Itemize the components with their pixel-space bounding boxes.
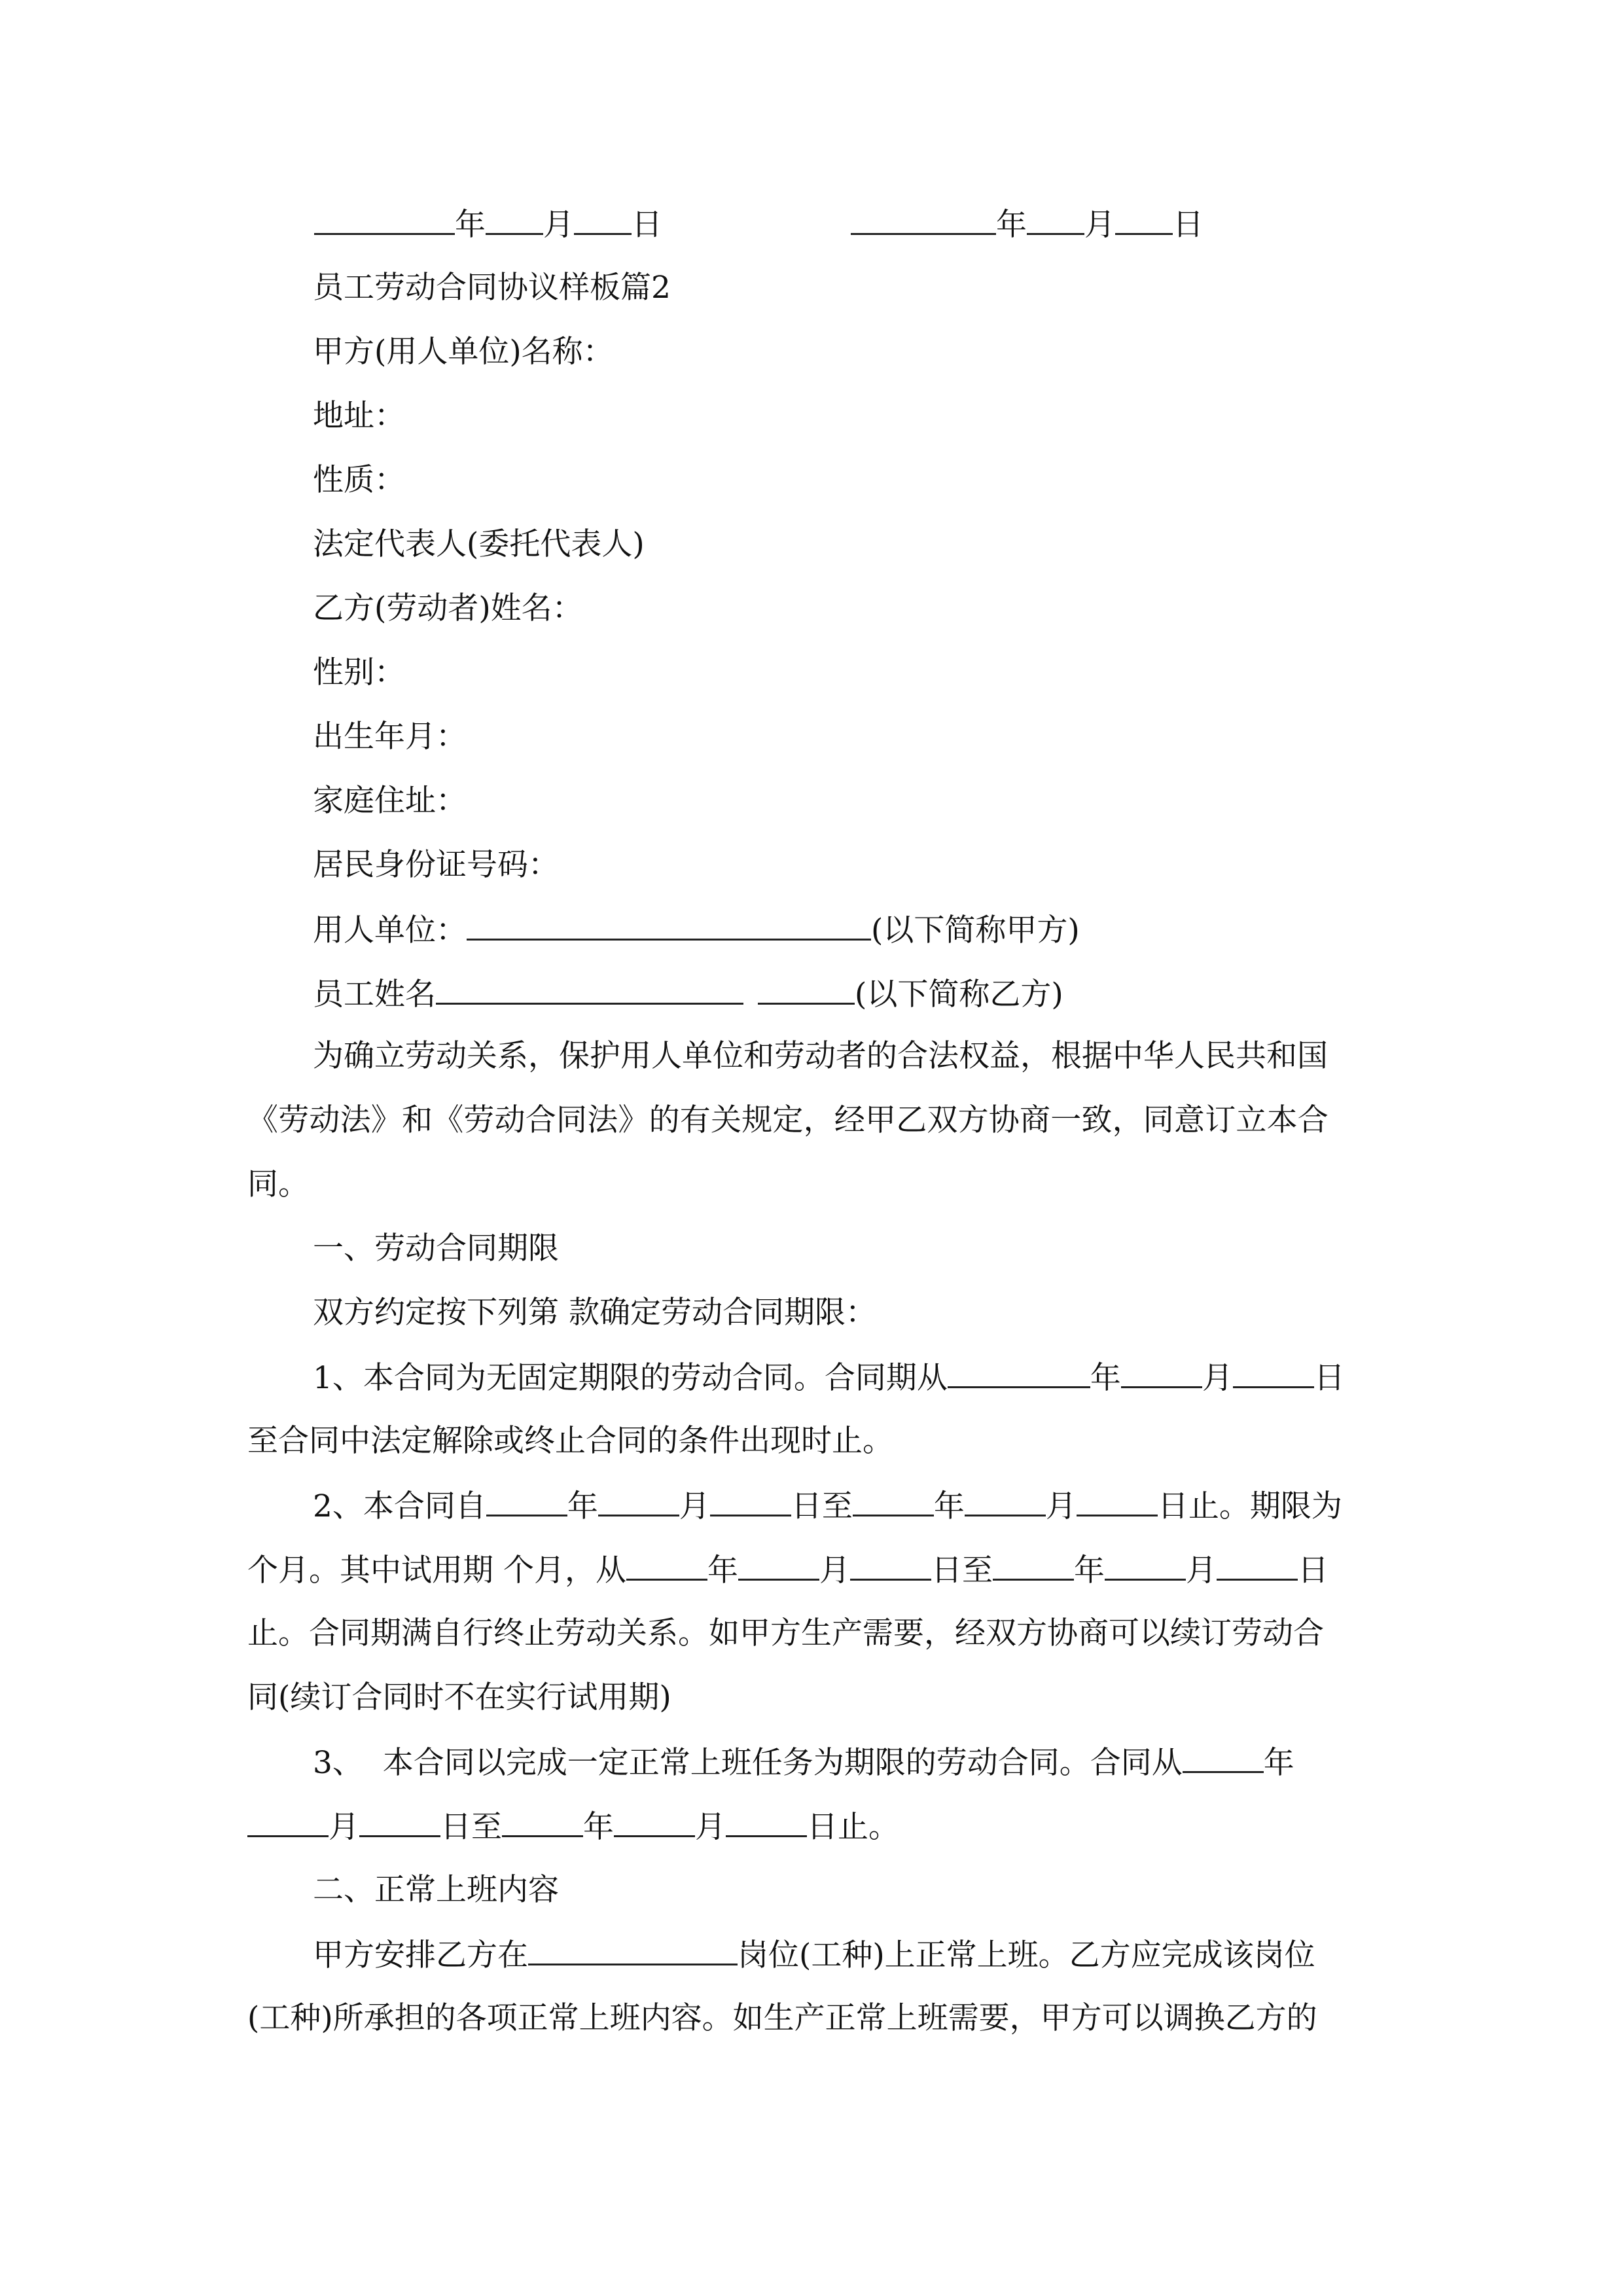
blank xyxy=(965,1486,1046,1516)
blank xyxy=(598,1486,679,1516)
section2-text: 甲方安排乙方在 xyxy=(313,1937,528,1973)
blank xyxy=(1115,204,1173,235)
month-label: 月 xyxy=(1045,1488,1077,1524)
year-label: 年 xyxy=(933,1488,965,1524)
blank xyxy=(853,1486,934,1516)
blank xyxy=(1217,1550,1298,1581)
month-label: 月 xyxy=(1202,1360,1233,1396)
party-b-gender: 性别： xyxy=(313,655,405,691)
blank xyxy=(614,1806,695,1837)
month-label: 月 xyxy=(543,207,574,243)
employer-label: 用人单位： xyxy=(313,912,467,948)
employer-suffix: (以下简称甲方) xyxy=(871,912,1080,948)
year-label: 年 xyxy=(455,207,486,243)
month-label: 月 xyxy=(695,1809,726,1845)
blank xyxy=(1077,1486,1158,1516)
post-blank xyxy=(528,1935,738,1965)
blank xyxy=(710,1486,791,1516)
item2-text: 2、本合同自 xyxy=(313,1488,486,1524)
blank xyxy=(1233,1357,1314,1388)
employer-blank xyxy=(467,910,871,941)
section1-heading: 一、劳动合同期限 xyxy=(313,1230,559,1266)
party-b-birth: 出生年月： xyxy=(313,719,467,755)
day-label: 日 xyxy=(632,207,662,243)
intro-line-2: 《劳动法》和《劳动合同法》的有关规定，经甲乙双方协商一致，同意订立本合 xyxy=(247,1102,1329,1138)
day-to-label: 日至 xyxy=(440,1809,502,1845)
year-label: 年 xyxy=(1090,1360,1121,1396)
intro-line-3: 同。 xyxy=(247,1166,309,1202)
section2-line-2: (工种)所承担的各项正常上班内容。如生产正常上班需要，甲方可以调换乙方的 xyxy=(247,2000,1317,2036)
party-b-name: 乙方(劳动者)姓名： xyxy=(313,590,583,626)
party-a-name: 甲方(用人单位)名称： xyxy=(313,334,614,370)
blank xyxy=(502,1806,583,1837)
document-title: 员工劳动合同协议样板篇2 xyxy=(313,270,671,306)
year-label: 年 xyxy=(707,1552,738,1588)
blank xyxy=(486,204,543,235)
date-line-right xyxy=(851,204,1204,245)
employee-label: 员工姓名 xyxy=(313,977,436,1013)
item1-text: 1、本合同为无固定期限的劳动合同。合同期从 xyxy=(313,1360,948,1396)
month-label: 月 xyxy=(819,1552,850,1588)
employee-line xyxy=(313,974,1063,1014)
blank xyxy=(1121,1357,1202,1388)
blank xyxy=(574,204,632,235)
blank xyxy=(726,1806,807,1837)
month-label: 月 xyxy=(1084,207,1115,243)
blank xyxy=(626,1550,707,1581)
employee-blank-2 xyxy=(758,974,855,1005)
intro-text: 为确立劳动关系，保护用人单位和劳动者的合法权益，根据中华人民共和国 xyxy=(313,1038,1328,1074)
blank xyxy=(851,204,996,235)
party-b-id: 居民身份证号码： xyxy=(313,847,559,883)
employee-blank xyxy=(436,974,743,1005)
month-label: 月 xyxy=(1185,1552,1217,1588)
blank xyxy=(486,1486,567,1516)
year-label: 年 xyxy=(567,1488,598,1524)
blank xyxy=(738,1550,819,1581)
party-a-representative: 法定代表人(委托代表人) xyxy=(313,526,645,562)
day-to-label: 日至 xyxy=(791,1488,853,1524)
blank xyxy=(850,1550,931,1581)
intro-line-1 xyxy=(313,1037,1378,1076)
blank xyxy=(993,1550,1074,1581)
blank xyxy=(1183,1742,1264,1773)
day-end-label: 日止。期限为 xyxy=(1157,1488,1342,1524)
item3-text: 3、 本合同以完成一定正常上班任务为期限的劳动合同。合同从 xyxy=(313,1745,1183,1781)
party-b-home: 家庭住址： xyxy=(313,783,467,819)
year-label: 年 xyxy=(583,1809,614,1845)
item2-line-4: 同(续订合同时不在实行试用期) xyxy=(247,1679,671,1715)
item2-line-2 xyxy=(247,1550,1329,1590)
item2-probation-text: 个月。其中试用期 个月，从 xyxy=(247,1552,626,1588)
section2-heading: 二、正常上班内容 xyxy=(313,1872,559,1908)
day-label: 日 xyxy=(1313,1360,1345,1396)
item3-line-2 xyxy=(247,1806,899,1847)
item3-line-1 xyxy=(313,1742,1294,1783)
item2-line-1 xyxy=(313,1486,1342,1526)
month-label: 月 xyxy=(329,1809,359,1845)
month-label: 月 xyxy=(679,1488,710,1524)
employee-suffix: (以下简称乙方) xyxy=(855,977,1063,1013)
day-end-label: 日止。 xyxy=(807,1809,899,1845)
day-label: 日 xyxy=(1297,1552,1329,1588)
section2-line-1 xyxy=(313,1935,1315,1975)
blank xyxy=(314,204,455,235)
party-a-nature: 性质： xyxy=(313,462,405,498)
year-label: 年 xyxy=(1073,1552,1105,1588)
blank xyxy=(948,1357,1090,1388)
year-label: 年 xyxy=(1263,1745,1294,1781)
blank xyxy=(247,1806,329,1837)
party-a-address: 地址： xyxy=(313,398,405,434)
year-label: 年 xyxy=(996,207,1027,243)
item2-line-3: 止。合同期满自行终止劳动关系。如甲方生产需要，经双方协商可以续订劳动合 xyxy=(247,1615,1324,1651)
date-line xyxy=(314,204,662,245)
employer-line xyxy=(313,910,1080,950)
section1-choose: 双方约定按下列第 款确定劳动合同期限： xyxy=(313,1295,876,1331)
blank xyxy=(1027,204,1084,235)
section2-text-b: 岗位(工种)上正常上班。乙方应完成该岗位 xyxy=(738,1937,1315,1973)
item1-line-2: 至合同中法定解除或终止合同的条件出现时止。 xyxy=(247,1423,893,1459)
day-to-label: 日至 xyxy=(931,1552,993,1588)
item1-line-1 xyxy=(313,1357,1345,1398)
blank xyxy=(1105,1550,1186,1581)
blank xyxy=(359,1806,440,1837)
day-label: 日 xyxy=(1173,207,1204,243)
